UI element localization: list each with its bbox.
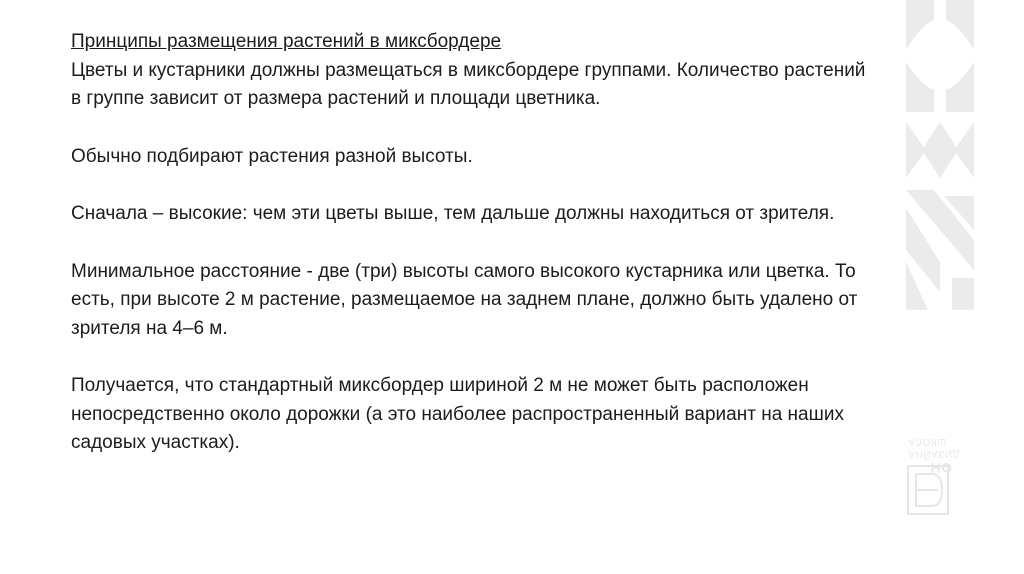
logo-text-school: ШКОЛА bbox=[908, 436, 947, 447]
paragraph-spacer bbox=[71, 114, 871, 143]
paragraph-spacer bbox=[71, 343, 871, 372]
paragraph-min-distance: Минимальное расстояние - две (три) высоты самого высокого кустарника или цветка. То есть, при высоте 2 м растение, размещаемое на заднем плане, должно быть удалено от зрителя на 4–6 м. bbox=[71, 260, 858, 339]
paragraph-heights: Обычно подбирают растения разной высоты. bbox=[71, 145, 473, 167]
brand-decoration bbox=[900, 0, 1024, 574]
paragraph-conclusion: Получается, что стандартный миксбордер шириной 2 м не может быть расположен непосредственно около дорожки (а это наиболее распространенный вариант на наших садовых участках). bbox=[71, 375, 844, 453]
paragraph-spacer bbox=[71, 171, 871, 200]
logo-text-on: ОН bbox=[930, 460, 952, 476]
slide-text-body bbox=[71, 28, 871, 458]
paragraph-groups: Цветы и кустарники должны размещаться в миксбордере группами. Количество растений в группе зависит от размера растений и площади цветника. bbox=[71, 59, 866, 109]
paragraph-tall-first: Сначала – высокие: чем эти цветы выше, тем дальше должны находиться от зрителя. bbox=[71, 203, 835, 224]
logo-text-design: ДИЗАЙНА bbox=[908, 448, 960, 459]
paragraph-spacer bbox=[71, 229, 871, 258]
slide-heading: Принципы размещения растений в миксбордере bbox=[71, 31, 502, 52]
